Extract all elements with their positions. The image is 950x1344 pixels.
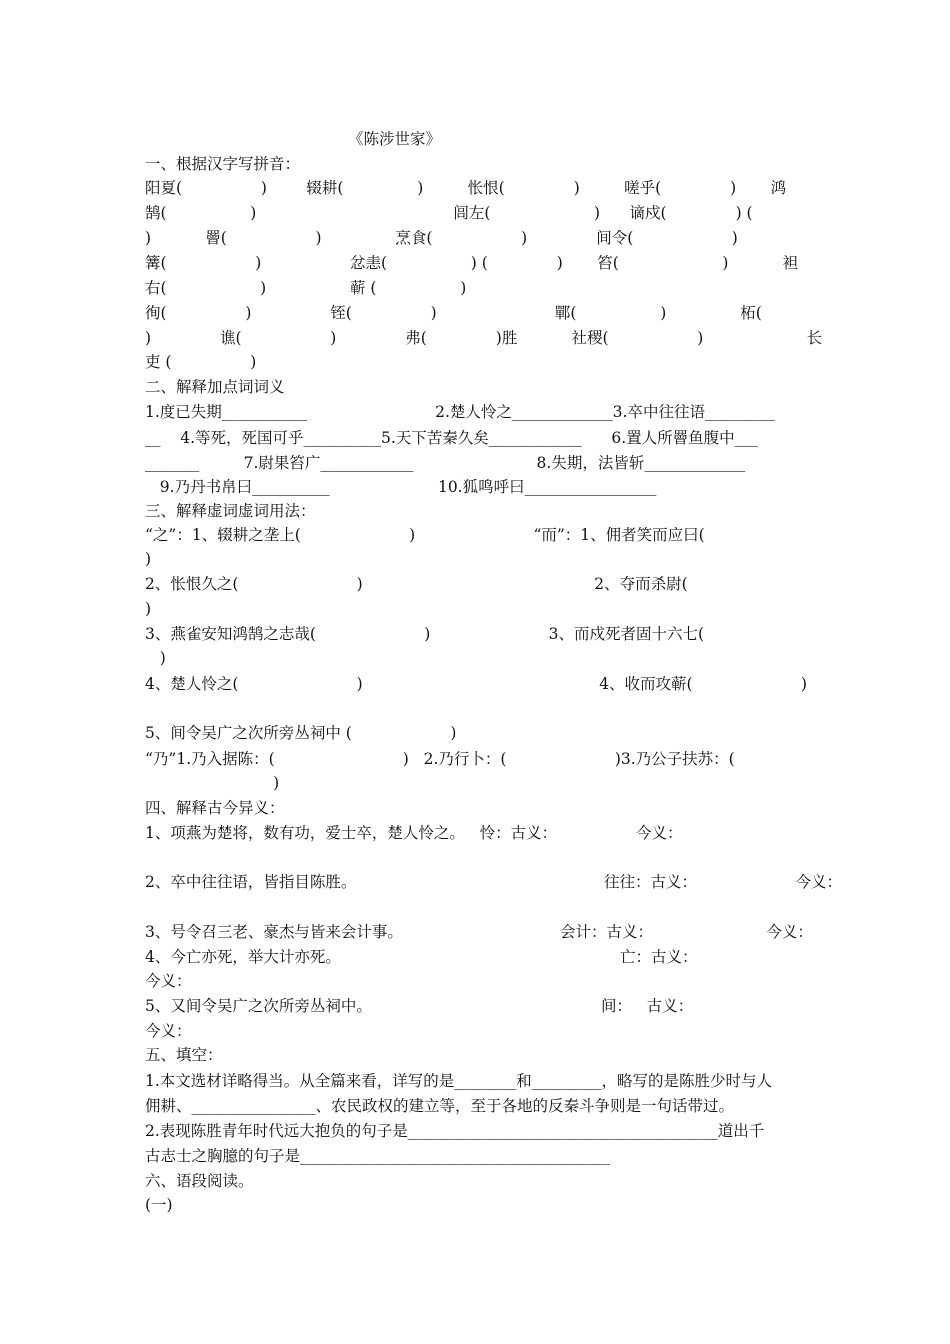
- text-line: 徇( ) 铚( ) 鄲( ) 柘(: [145, 304, 762, 322]
- text-line: _______ 7.尉果笞广____________ 8.失期，法皆斩_____________: [145, 454, 746, 472]
- section-heading: 六、语段阅读。: [145, 1172, 254, 1190]
- page-title: 《陈涉世家》: [348, 130, 442, 148]
- text-line: 古志士之胸臆的句子是________________________________________: [145, 1147, 611, 1165]
- section-heading: 四、解释古今异义：: [145, 799, 285, 817]
- section-heading: 五、填空：: [145, 1046, 223, 1064]
- text-line: 2.表现陈胜青年时代远大抱负的句子是________________________________________道出千: [145, 1122, 765, 1140]
- text-line: 往往：古义： 今义：: [604, 873, 843, 891]
- section-heading: 二、解释加点词词义: [145, 378, 285, 396]
- text-line: 2、卒中往往语，皆指目陈胜。: [145, 873, 357, 891]
- text-line: 篝( ) 忿恚( ) ( ) 笞( ) 袒: [145, 254, 799, 272]
- section-heading: 三、解释虚词虚词用法：: [145, 502, 316, 520]
- text-line: 5、又间令吴广之次所旁丛祠中。: [145, 997, 372, 1015]
- text-line: 3、号令召三老、豪杰与皆来会计事。: [145, 923, 403, 941]
- text-line: __ 4.等死，死国可乎__________5.天下苦秦久矣____________ 6.置人所罾鱼腹中___: [145, 429, 758, 447]
- text-line: 亡：古义：: [620, 948, 698, 966]
- text-line: 阳夏( ) 辍耕( ) 怅恨( ) 嗟乎( ) 鸿: [145, 179, 787, 197]
- text-line: 1、项燕为楚将，数有功，爱士卒，楚人怜之。 怜：古义： 今义：: [145, 824, 683, 842]
- text-line: 2、怅恨久之( ) 2、夺而杀尉(: [145, 575, 688, 593]
- text-line: (一): [145, 1196, 173, 1214]
- text-line: 9.乃丹书帛曰__________ 10.狐鸣呼曰_________________: [145, 478, 657, 496]
- text-line: ) 罾( ) 烹食( ) 间令( ): [145, 229, 738, 247]
- text-line: 1.度已失期___________ 2.楚人怜之_____________3.卒中往往语_________: [145, 403, 775, 421]
- text-line: 吏 ( ): [145, 353, 257, 371]
- text-line: ): [145, 600, 152, 618]
- text-line: 间： 古义：: [601, 997, 694, 1015]
- text-line: 今义：: [145, 972, 192, 990]
- text-line: 佣耕、________________、农民政权的建立等，至于各地的反秦斗争则是一句话带过。: [145, 1097, 735, 1115]
- text-line: ): [145, 649, 166, 667]
- text-line: ) 谯( ) 弗( )胜 社稷( ) 长: [145, 329, 823, 347]
- text-line: “乃”1.乃入据陈：( ) 2.乃行卜：( )3.乃公子扶苏：(: [145, 750, 735, 768]
- text-line: 会计：古义： 今义：: [560, 923, 813, 941]
- section-heading: 一、根据汉字写拼音：: [145, 155, 301, 173]
- text-line: ): [145, 774, 280, 792]
- text-line: ): [145, 550, 152, 568]
- text-line: 4、今亡亦死，举大计亦死。: [145, 948, 341, 966]
- text-line: 5、间令吴广之次所旁丛祠中 ( ): [145, 724, 457, 742]
- text-line: 4、楚人怜之( ) 4、收而攻蕲( ): [145, 675, 808, 693]
- text-line: “之”：1、辍耕之垄上( ) “而”：1、佣者笑而应曰(: [145, 526, 705, 544]
- text-line: 3、燕雀安知鸿鹄之志哉( ) 3、而戍死者固十六七(: [145, 625, 705, 643]
- text-line: 1.本文选材详略得当。从全篇来看，详写的是________和_________，略写的是陈胜少时与人: [145, 1072, 773, 1090]
- text-line: 今义：: [145, 1022, 192, 1040]
- text-line: 鹄( ) 闾左( ) 谪戍( ) (: [145, 204, 753, 222]
- text-line: 右( ) 蕲 ( ): [145, 279, 467, 297]
